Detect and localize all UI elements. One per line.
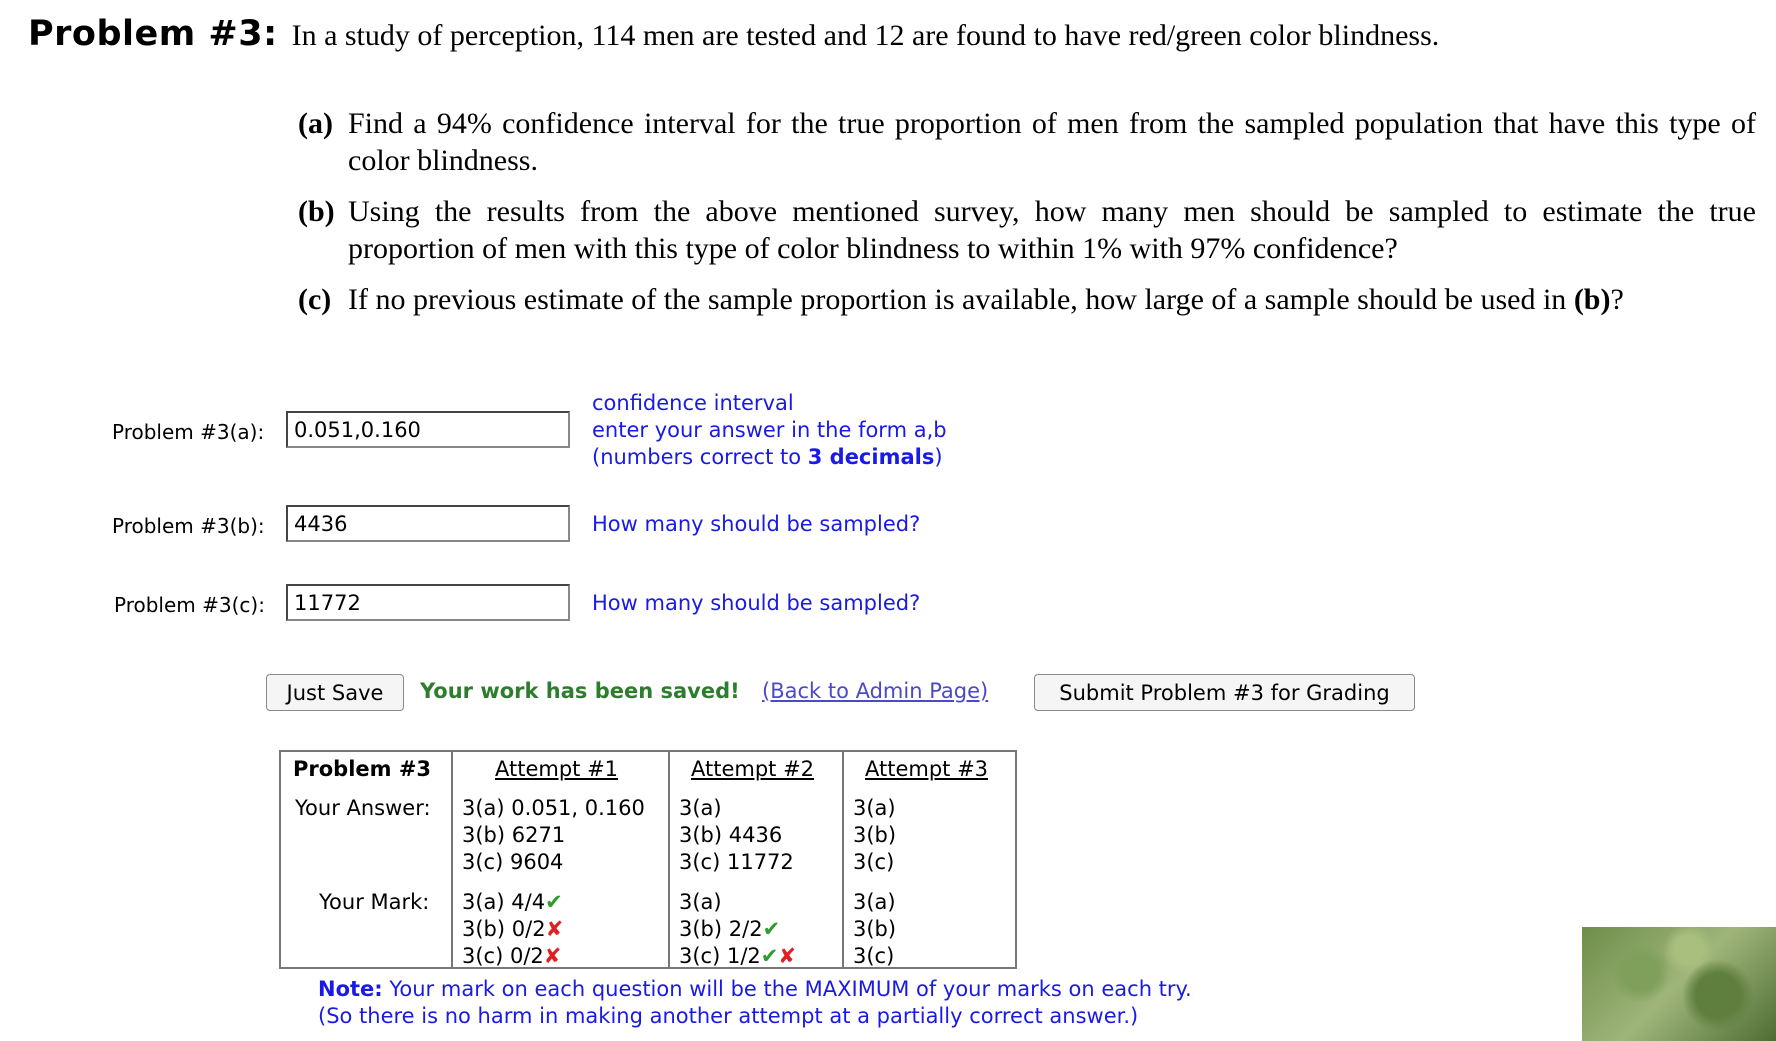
part-c-text bbox=[298, 281, 1756, 318]
just-save-button[interactable]: Just Save bbox=[266, 674, 404, 711]
attempt-3-answers bbox=[853, 795, 896, 876]
check-icon: ✔ bbox=[760, 944, 779, 968]
answer-a-hint-bold: 3 decimals bbox=[807, 445, 935, 469]
foliage-image bbox=[1582, 927, 1776, 1041]
answer-line: 3(a) bbox=[853, 796, 896, 820]
part-c-label: (c) bbox=[298, 283, 332, 316]
part-a-text: Find a 94% confidence interval for the true proportion of men from the sampled population that have this type of color blindness. bbox=[348, 107, 1756, 177]
answer-a-hint-pre: (numbers correct to bbox=[592, 445, 808, 469]
mark-line bbox=[679, 916, 796, 943]
answer-a-hint bbox=[592, 390, 947, 471]
attempt-2-answers bbox=[679, 795, 794, 876]
your-mark-label: Your Mark: bbox=[319, 890, 430, 914]
attempt-1-header[interactable]: Attempt #1 bbox=[495, 757, 619, 781]
part-c bbox=[298, 281, 1756, 318]
mark-text: 3(a) bbox=[853, 890, 896, 914]
answer-c-label: Problem #3(c): bbox=[114, 593, 265, 617]
answer-a-input[interactable] bbox=[286, 411, 570, 448]
attempt-2-marks bbox=[679, 889, 796, 970]
part-a bbox=[298, 105, 1756, 179]
part-c-ref: (b) bbox=[1573, 283, 1611, 316]
note-text: Your mark on each question will be the MAXIMUM of your marks on each try. bbox=[382, 977, 1192, 1001]
mark-line bbox=[679, 943, 796, 970]
check-icon: ✔ bbox=[545, 890, 563, 914]
attempt-3-header[interactable]: Attempt #3 bbox=[865, 757, 989, 781]
table-divider bbox=[842, 752, 844, 967]
mark-line bbox=[462, 916, 563, 943]
cross-icon: ✘ bbox=[778, 944, 796, 968]
table-divider bbox=[451, 752, 453, 967]
back-to-admin-link[interactable]: (Back to Admin Page) bbox=[762, 679, 989, 703]
mark-line bbox=[853, 889, 896, 916]
answer-b-label: Problem #3(b): bbox=[112, 514, 265, 538]
attempt-3-marks bbox=[853, 889, 896, 970]
note-line1 bbox=[318, 976, 1192, 1003]
saved-message: Your work has been saved! bbox=[420, 679, 740, 703]
table-divider bbox=[668, 752, 670, 967]
answer-line: 3(a) bbox=[679, 796, 722, 820]
note-line2: (So there is no harm in making another attempt at a partially correct answer.) bbox=[318, 1004, 1139, 1028]
mark-text: 3(a) bbox=[679, 890, 722, 914]
mark-text: 3(c) 0/2 bbox=[462, 944, 544, 968]
answer-b-input[interactable] bbox=[286, 505, 570, 542]
answer-a-hint-line3 bbox=[592, 444, 947, 471]
answer-c-hint: How many should be sampled? bbox=[592, 591, 921, 615]
note-label: Note: bbox=[318, 977, 383, 1001]
answer-line: 3(c) 11772 bbox=[679, 850, 794, 874]
submit-grading-button[interactable]: Submit Problem #3 for Grading bbox=[1034, 674, 1415, 711]
your-answer-label: Your Answer: bbox=[295, 796, 431, 820]
answer-line: 3(b) 4436 bbox=[679, 823, 783, 847]
attempt-1-answers bbox=[462, 795, 645, 876]
attempts-table bbox=[279, 750, 1017, 969]
mark-line bbox=[462, 943, 563, 970]
mark-text: 3(b) 0/2 bbox=[462, 917, 546, 941]
mark-text: 3(b) bbox=[853, 917, 897, 941]
mark-text: 3(c) 1/2 bbox=[679, 944, 761, 968]
attempt-1-marks bbox=[462, 889, 563, 970]
mark-text: 3(c) bbox=[853, 944, 895, 968]
answer-a-hint-line2: enter your answer in the form a,b bbox=[592, 418, 947, 442]
mark-line bbox=[679, 889, 796, 916]
part-c-text-main: If no previous estimate of the sample proportion is available, how large of a sample should be used in bbox=[348, 283, 1574, 316]
mark-line bbox=[853, 943, 896, 970]
answer-line: 3(c) bbox=[853, 850, 895, 874]
check-icon: ✔ bbox=[762, 917, 781, 941]
problem-number: Problem #3: bbox=[28, 14, 278, 54]
grading-note bbox=[318, 976, 1192, 1030]
answer-a-label: Problem #3(a): bbox=[112, 420, 265, 444]
answer-c-input[interactable] bbox=[286, 584, 570, 621]
part-c-text-end: ? bbox=[1610, 283, 1624, 316]
problem-header bbox=[28, 14, 1439, 54]
mark-text: 3(a) 4/4 bbox=[462, 890, 546, 914]
answer-line: 3(a) 0.051, 0.160 bbox=[462, 796, 645, 820]
answer-a-hint-post: ) bbox=[934, 445, 943, 469]
part-a-label: (a) bbox=[298, 107, 333, 140]
answer-a-hint-line1: confidence interval bbox=[592, 391, 794, 415]
mark-line bbox=[462, 889, 563, 916]
answer-line: 3(b) bbox=[853, 823, 897, 847]
answer-line: 3(b) 6271 bbox=[462, 823, 566, 847]
part-b-label: (b) bbox=[298, 195, 335, 228]
answer-line: 3(c) 9604 bbox=[462, 850, 564, 874]
answer-b-hint: How many should be sampled? bbox=[592, 512, 921, 536]
part-b bbox=[298, 193, 1756, 267]
mark-line bbox=[853, 916, 896, 943]
cross-icon: ✘ bbox=[545, 917, 564, 941]
mark-text: 3(b) 2/2 bbox=[679, 917, 763, 941]
problem-statement: In a study of perception, 114 men are tested and 12 are found to have red/green color blindness. bbox=[291, 19, 1440, 52]
table-corner: Problem #3 bbox=[293, 757, 432, 781]
cross-icon: ✘ bbox=[543, 944, 562, 968]
part-b-text: Using the results from the above mentioned survey, how many men should be sampled to estimate the true proportion of men with this type of color blindness to within 1% with 97% confidence? bbox=[348, 195, 1756, 265]
attempt-2-header[interactable]: Attempt #2 bbox=[691, 757, 815, 781]
